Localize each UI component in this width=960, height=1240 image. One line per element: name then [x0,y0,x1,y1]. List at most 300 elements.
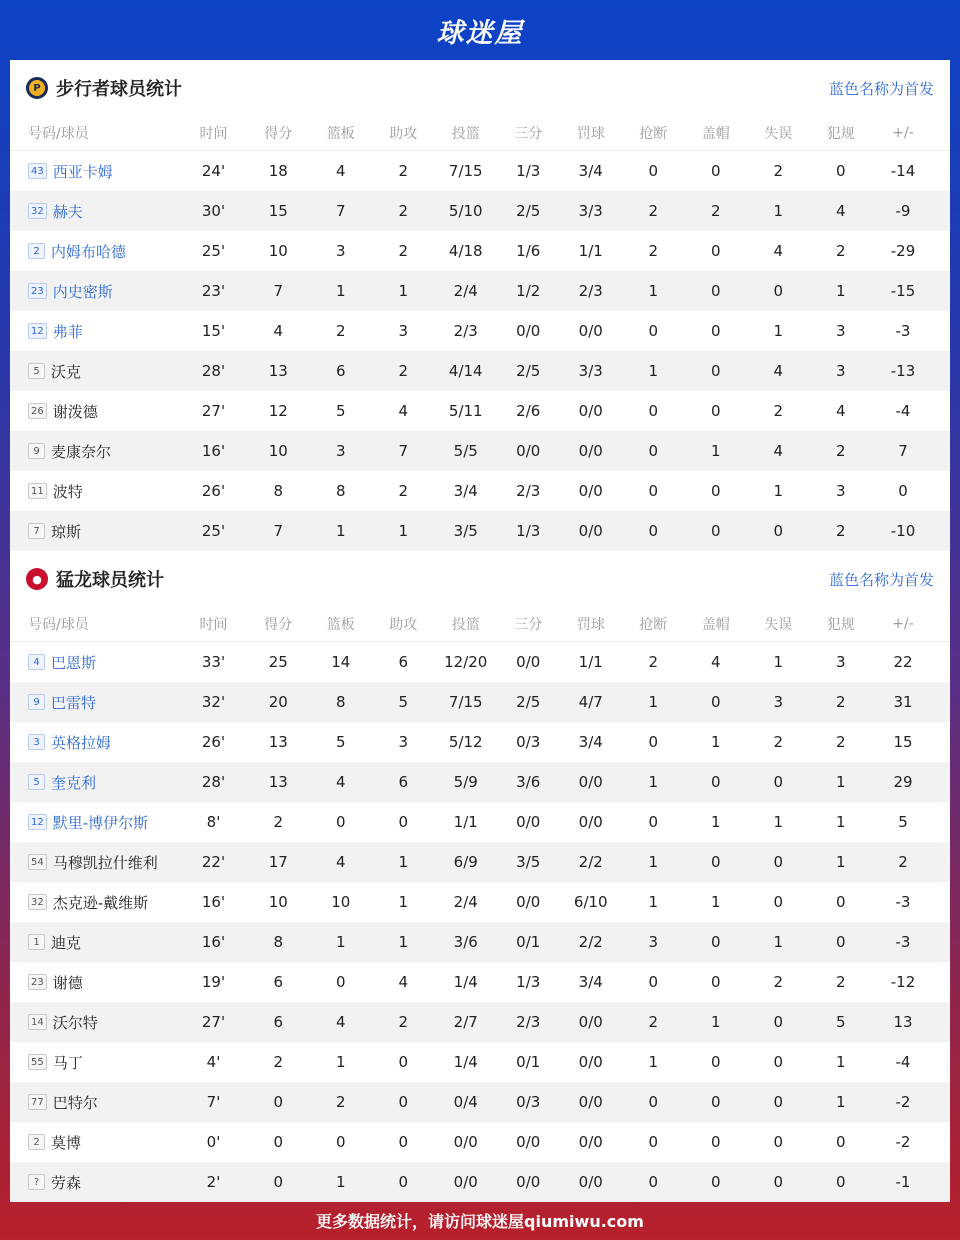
stat-cell-to: 1 [773,933,784,951]
table-row[interactable] [10,511,950,551]
team-section-pacers [10,60,950,551]
stat-cell-stl: 2 [648,1013,659,1031]
player-name-link[interactable]: 默里-博伊尔斯 [52,813,149,832]
stat-cell-stl: 1 [648,893,659,911]
stat-cell-min: 16' [201,933,226,951]
stat-cell-reb: 0 [335,973,346,991]
stat-cell-pm: -2 [895,1133,911,1151]
player-cell [10,932,180,953]
stat-cell-blk: 0 [710,973,721,991]
stat-cell-tp: 3/6 [516,773,541,791]
stat-cell-stl: 1 [648,1053,659,1071]
stat-cell-pm: -15 [890,282,916,300]
column-header: +/- [892,616,914,632]
player-cell [10,281,180,302]
raptors-logo-icon: ● [26,568,48,590]
pacers-logo-icon: P [26,77,48,99]
jersey-number-badge: 14 [28,1014,47,1030]
footer-link[interactable]: 更多数据统计，请访问球迷屋qiumiwu.com [316,1211,644,1231]
table-row[interactable] [10,471,950,511]
stat-cell-blk: 4 [710,653,721,671]
table-row[interactable] [10,1082,950,1122]
column-header: 犯规 [826,617,855,633]
stat-cell-ft: 3/4 [578,162,603,180]
player-cell [10,772,180,793]
stat-cell-to: 2 [773,733,784,751]
player-cell [10,401,180,422]
stat-cell-pm: -4 [895,1053,911,1071]
stat-cell-pts: 0 [273,1173,284,1191]
table-row[interactable] [10,391,950,431]
stat-cell-min: 32' [201,693,226,711]
table-row[interactable] [10,231,950,271]
stat-cell-blk: 1 [710,442,721,460]
stat-cell-ast: 2 [398,482,409,500]
stat-cell-pts: 13 [268,773,288,791]
stat-cell-pf: 5 [835,1013,846,1031]
player-name-link[interactable]: 沃克 [51,362,82,381]
stat-cell-ast: 2 [398,362,409,380]
stat-cell-ast: 6 [398,773,409,791]
stat-cell-ast: 3 [398,322,409,340]
column-header: 三分 [514,126,543,142]
column-header: 抢断 [639,126,668,142]
player-table-body [10,151,950,551]
stat-cell-ft: 0/0 [578,482,603,500]
player-name-link[interactable]: 劳森 [51,1173,82,1192]
jersey-number-badge: 5 [28,774,45,790]
stat-cell-tp: 0/3 [516,1093,541,1111]
stat-cell-reb: 3 [335,242,346,260]
stat-cell-pf: 3 [835,322,846,340]
stat-cell-tp: 1/2 [516,282,541,300]
stat-cell-fg: 5/11 [448,402,483,420]
player-cell [10,201,180,222]
table-header [10,116,950,151]
stat-cell-ft: 0/0 [578,522,603,540]
stat-cell-ast: 1 [398,893,409,911]
stat-cell-ast: 4 [398,973,409,991]
stat-cell-stl: 1 [648,773,659,791]
stat-cell-pf: 0 [835,893,846,911]
stat-cell-pts: 12 [268,402,288,420]
stat-cell-pf: 0 [835,933,846,951]
player-name-link[interactable]: 谢泼德 [52,402,98,421]
table-row[interactable] [10,1002,950,1042]
stat-cell-reb: 8 [335,693,346,711]
stat-cell-fg: 0/4 [453,1093,478,1111]
stat-cell-fg: 3/6 [453,933,478,951]
stat-cell-reb: 8 [335,482,346,500]
stat-cell-ast: 4 [398,402,409,420]
player-cell [10,852,180,873]
column-header: 篮板 [326,126,355,142]
stat-cell-stl: 2 [648,653,659,671]
stat-cell-min: 27' [201,1013,226,1031]
stat-cell-ast: 5 [398,693,409,711]
stat-cell-ft: 0/0 [578,813,603,831]
stat-cell-reb: 1 [335,1053,346,1071]
stat-cell-fg: 2/3 [453,322,478,340]
stat-cell-stl: 0 [648,482,659,500]
table-row[interactable] [10,191,950,231]
stat-cell-pm: -14 [890,162,916,180]
stat-cell-blk: 1 [710,733,721,751]
stat-cell-pf: 2 [835,242,846,260]
player-name-link[interactable]: 内史密斯 [52,282,113,301]
player-cell [10,812,180,833]
stat-cell-blk: 0 [710,1093,721,1111]
stat-cell-stl: 1 [648,362,659,380]
stat-cell-tp: 0/0 [516,813,541,831]
stat-cell-blk: 0 [710,693,721,711]
column-header: 盖帽 [701,617,730,633]
stat-cell-fg: 1/1 [453,813,478,831]
player-name-link[interactable]: 谢德 [52,973,83,992]
stat-cell-min: 28' [201,362,226,380]
stat-cell-ft: 4/7 [578,693,603,711]
boxscore-panel [10,60,950,1200]
column-header: 盖帽 [701,126,730,142]
stat-cell-pf: 3 [835,362,846,380]
stat-cell-blk: 0 [710,933,721,951]
stat-cell-to: 0 [773,1093,784,1111]
stat-cell-pf: 3 [835,653,846,671]
stat-cell-ft: 2/3 [578,282,603,300]
stat-cell-pts: 2 [273,1053,284,1071]
stat-cell-to: 0 [773,1173,784,1191]
stat-cell-fg: 4/18 [448,242,483,260]
player-cell [10,361,180,382]
jersey-number-badge: 9 [28,443,45,459]
stat-cell-min: 7' [206,1093,221,1111]
table-row[interactable] [10,882,950,922]
player-name-link[interactable]: 马丁 [52,1053,83,1072]
stat-cell-ft: 3/3 [578,202,603,220]
stat-cell-pm: -9 [895,202,911,220]
stat-cell-tp: 0/0 [516,1173,541,1191]
stat-cell-to: 0 [773,522,784,540]
stat-cell-ast: 2 [398,1013,409,1031]
stat-cell-pf: 3 [835,482,846,500]
player-name-link[interactable]: 西亚卡姆 [52,162,113,181]
stat-cell-fg: 2/4 [453,893,478,911]
stat-cell-pts: 10 [268,893,288,911]
stat-cell-reb: 4 [335,1013,346,1031]
column-header: 得分 [264,126,293,142]
stat-cell-pf: 2 [835,733,846,751]
stat-cell-ast: 7 [398,442,409,460]
jersey-number-badge: 5 [28,363,45,379]
player-cell [10,692,180,713]
stat-cell-pts: 18 [268,162,288,180]
jersey-number-badge: 9 [28,694,45,710]
jersey-number-badge: 54 [28,854,47,870]
stat-cell-tp: 2/5 [516,362,541,380]
table-row[interactable] [10,351,950,391]
stat-cell-pm: 0 [898,482,908,500]
column-header: 投篮 [451,617,480,633]
stat-cell-pf: 2 [835,442,846,460]
stat-cell-reb: 5 [335,733,346,751]
jersey-number-badge: 2 [28,243,45,259]
stat-cell-pm: 31 [893,693,913,711]
jersey-number-badge: 7 [28,523,45,539]
stat-cell-fg: 6/9 [453,853,478,871]
stat-cell-reb: 4 [335,853,346,871]
stat-cell-blk: 1 [710,893,721,911]
table-row[interactable] [10,151,950,191]
stat-cell-to: 0 [773,893,784,911]
player-cell [10,1052,180,1073]
stat-cell-blk: 0 [710,362,721,380]
stat-cell-min: 8' [206,813,221,831]
table-row[interactable] [10,802,950,842]
stat-cell-min: 16' [201,442,226,460]
jersey-number-badge: 12 [28,323,47,339]
stat-cell-fg: 3/5 [453,522,478,540]
stat-cell-min: 33' [201,653,226,671]
stat-cell-pts: 8 [273,482,284,500]
stat-cell-min: 2' [206,1173,221,1191]
player-name-link[interactable]: 内姆布哈德 [51,242,127,261]
stat-cell-tp: 0/0 [516,322,541,340]
stat-cell-blk: 0 [710,282,721,300]
stat-cell-min: 24' [201,162,226,180]
stat-cell-stl: 0 [648,1173,659,1191]
stat-cell-min: 15' [201,322,226,340]
table-row[interactable] [10,722,950,762]
stat-cell-to: 0 [773,1133,784,1151]
stat-cell-ast: 2 [398,202,409,220]
table-row[interactable] [10,271,950,311]
stat-cell-ft: 0/0 [578,442,603,460]
player-cell [10,441,180,462]
stat-cell-to: 4 [773,442,784,460]
stat-cell-tp: 0/3 [516,733,541,751]
jersey-number-badge: 1 [28,934,45,950]
stat-cell-pf: 1 [835,1093,846,1111]
player-name-link[interactable]: 波特 [52,482,83,501]
stat-cell-ast: 0 [398,1093,409,1111]
stat-cell-reb: 10 [331,893,351,911]
table-row[interactable] [10,962,950,1002]
stat-cell-stl: 2 [648,242,659,260]
stat-cell-ft: 0/0 [578,1173,603,1191]
stat-cell-pts: 6 [273,973,284,991]
stat-cell-reb: 0 [335,1133,346,1151]
jersey-number-badge: 32 [28,894,47,910]
stat-cell-ft: 1/1 [578,653,603,671]
table-row[interactable] [10,922,950,962]
stat-cell-pm: -3 [895,933,911,951]
stat-cell-reb: 4 [335,162,346,180]
stat-cell-pm: -4 [895,402,911,420]
stat-cell-tp: 1/3 [516,162,541,180]
table-row[interactable] [10,431,950,471]
table-row[interactable] [10,762,950,802]
stat-cell-ast: 1 [398,522,409,540]
stat-cell-ft: 1/1 [578,242,603,260]
stat-cell-stl: 1 [648,282,659,300]
stat-cell-reb: 0 [335,813,346,831]
stat-cell-pm: 15 [893,733,913,751]
stat-cell-pm: -2 [895,1093,911,1111]
stat-cell-to: 1 [773,813,784,831]
stat-cell-fg: 0/0 [453,1133,478,1151]
stat-cell-pm: 7 [898,442,908,460]
stat-cell-reb: 7 [335,202,346,220]
stat-cell-ast: 1 [398,282,409,300]
player-name-link[interactable]: 沃尔特 [52,1013,98,1032]
stat-cell-ast: 2 [398,242,409,260]
stat-cell-pf: 1 [835,773,846,791]
stat-cell-pts: 7 [273,282,284,300]
stat-cell-tp: 2/5 [516,202,541,220]
stat-cell-ft: 0/0 [578,322,603,340]
stat-cell-stl: 0 [648,1133,659,1151]
table-row[interactable] [10,642,950,682]
stat-cell-pm: -29 [890,242,916,260]
table-row[interactable] [10,842,950,882]
stat-cell-pts: 10 [268,442,288,460]
jersey-number-badge: 32 [28,203,47,219]
stat-cell-fg: 5/5 [453,442,478,460]
player-name-link[interactable]: 琼斯 [51,522,82,541]
stat-cell-min: 26' [201,733,226,751]
stat-cell-reb: 6 [335,362,346,380]
player-name-link[interactable]: 巴特尔 [52,1093,98,1112]
stat-cell-ft: 0/0 [578,1093,603,1111]
stat-cell-pm: 2 [898,853,908,871]
player-name-link[interactable]: 赫夫 [52,202,83,221]
stat-cell-pf: 0 [835,1173,846,1191]
brand-logo: 球迷屋 [436,17,524,49]
stat-cell-pts: 25 [268,653,288,671]
stat-cell-stl: 0 [648,1093,659,1111]
stat-cell-pts: 2 [273,813,284,831]
stat-cell-ft: 3/4 [578,733,603,751]
stat-cell-tp: 2/5 [516,693,541,711]
player-name-link[interactable]: 巴恩斯 [51,653,97,672]
player-name-link[interactable]: 弗菲 [52,322,83,341]
player-cell [10,481,180,502]
stat-cell-to: 1 [773,202,784,220]
stat-cell-pts: 4 [273,322,284,340]
stat-cell-pf: 1 [835,853,846,871]
player-cell [10,732,180,753]
player-name-link[interactable]: 莫博 [51,1133,82,1152]
stat-cell-stl: 0 [648,402,659,420]
stat-cell-to: 1 [773,482,784,500]
stat-cell-fg: 5/9 [453,773,478,791]
stat-cell-reb: 1 [335,282,346,300]
stat-cell-min: 25' [201,242,226,260]
stat-cell-ft: 0/0 [578,1133,603,1151]
stat-cell-min: 4' [206,1053,221,1071]
stat-cell-pf: 2 [835,522,846,540]
player-name-link[interactable]: 杰克逊-戴维斯 [52,893,149,912]
stat-cell-stl: 0 [648,162,659,180]
stat-cell-stl: 1 [648,853,659,871]
column-header: 号码/球员 [28,126,89,142]
jersey-number-badge: 55 [28,1054,47,1070]
column-header: 投篮 [451,126,480,142]
stat-cell-blk: 2 [710,202,721,220]
stat-cell-blk: 0 [710,322,721,340]
column-header: 失误 [764,617,793,633]
stat-cell-blk: 0 [710,482,721,500]
stat-cell-pf: 0 [835,1133,846,1151]
stat-cell-pm: 13 [893,1013,913,1031]
stat-cell-fg: 5/12 [448,733,483,751]
player-cell [10,652,180,673]
section-title: 步行者球员统计 [56,79,182,100]
stat-cell-reb: 5 [335,402,346,420]
player-name-link[interactable]: 巴雷特 [51,693,97,712]
player-cell [10,1172,180,1193]
section-header [10,60,950,116]
table-row[interactable] [10,1162,950,1202]
stat-cell-ast: 3 [398,733,409,751]
stat-cell-pm: -3 [895,893,911,911]
jersey-number-badge: 4 [28,654,45,670]
stat-cell-ast: 6 [398,653,409,671]
starter-legend: 蓝色名称为首发 [828,79,934,98]
table-row[interactable] [10,1122,950,1162]
column-header: 号码/球员 [28,617,89,633]
jersey-number-badge: 11 [28,483,47,499]
jersey-number-badge: ? [28,1174,45,1190]
stat-cell-tp: 2/6 [516,402,541,420]
column-header: 助攻 [389,617,418,633]
stat-cell-fg: 3/4 [453,482,478,500]
stat-cell-reb: 2 [335,322,346,340]
player-name-link[interactable]: 迪克 [51,933,82,952]
stat-cell-stl: 0 [648,442,659,460]
stat-cell-ast: 0 [398,1173,409,1191]
player-name-link[interactable]: 英格拉姆 [51,733,112,752]
stat-cell-blk: 0 [710,242,721,260]
table-row[interactable] [10,1042,950,1082]
player-name-link[interactable]: 麦康奈尔 [51,442,112,461]
stat-cell-ast: 0 [398,813,409,831]
stat-cell-ast: 1 [398,933,409,951]
player-name-link[interactable]: 奎克利 [51,773,97,792]
player-cell [10,161,180,182]
stat-cell-blk: 0 [710,522,721,540]
stat-cell-blk: 0 [710,162,721,180]
stat-cell-pts: 8 [273,933,284,951]
player-name-link[interactable]: 马穆凯拉什维利 [52,853,158,872]
stat-cell-ast: 0 [398,1133,409,1151]
stat-cell-min: 16' [201,893,226,911]
table-row[interactable] [10,682,950,722]
stat-cell-tp: 1/3 [516,973,541,991]
stat-cell-to: 2 [773,162,784,180]
stat-cell-pf: 1 [835,1053,846,1071]
stat-cell-to: 3 [773,693,784,711]
stat-cell-blk: 0 [710,853,721,871]
table-row[interactable] [10,311,950,351]
stat-cell-stl: 0 [648,322,659,340]
stat-cell-pf: 0 [835,162,846,180]
stat-cell-to: 0 [773,1053,784,1071]
stat-cell-reb: 3 [335,442,346,460]
stat-cell-ft: 6/10 [573,893,608,911]
column-header: 失误 [764,126,793,142]
stat-cell-ft: 0/0 [578,1053,603,1071]
